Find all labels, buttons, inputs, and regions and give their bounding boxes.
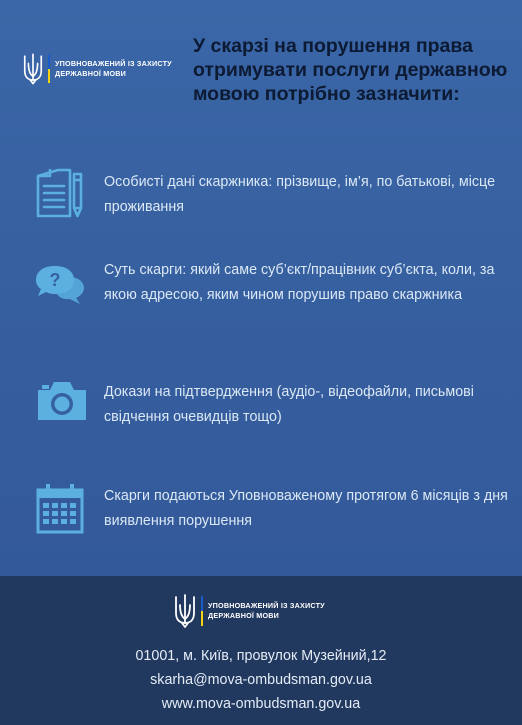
logo-line-2: ДЕРЖАВНОЇ МОВИ [55, 69, 126, 78]
logo-text [208, 601, 325, 621]
logo-line-1: УПОВНОВАЖЕНИЙ ІЗ ЗАХИСТУ [208, 601, 325, 610]
document-with-pen-icon [34, 166, 90, 222]
logo-line-2: ДЕРЖАВНОЇ МОВИ [208, 611, 279, 620]
logo-text [55, 59, 172, 79]
item-text: Докази на підтвердження (аудіо-, відеофайли, письмові свідчення очевидців тощо) [104, 384, 474, 425]
headline: У скарзі на порушення права отримувати послуги державною мовою потрібно зазначити: [193, 35, 508, 105]
header-logo [22, 52, 172, 86]
item-text: Суть скарги: який саме суб’єкт/працівник суб’єкта, коли, за якою адресою, яким чином порушив право скаржника [104, 262, 495, 303]
item-text: Скарги подаються Уповноваженому протягом 6 місяців з дня виявлення порушення [104, 488, 508, 529]
trident-icon [22, 52, 44, 86]
list-item [34, 374, 474, 430]
item-text: Особисті дані скаржника: прізвище, ім’я, по батькові, місце проживання [104, 174, 496, 215]
address: 01001, м. Київ, провулок Музейний,12 [135, 648, 387, 664]
website-link[interactable]: www.mova-ombudsman.gov.ua [161, 696, 361, 712]
logo-line-1: УПОВНОВАЖЕНИЙ ІЗ ЗАХИСТУ [55, 59, 172, 68]
email-link[interactable]: skarha@mova-ombudsman.gov.ua [150, 672, 372, 688]
list-item [34, 258, 495, 314]
list-item [34, 166, 496, 222]
calendar-icon [34, 480, 90, 536]
footer [0, 576, 522, 725]
contacts [0, 644, 522, 716]
list-item [34, 480, 508, 536]
flag-stripe [201, 596, 203, 626]
speech-bubbles-question-icon [34, 258, 90, 314]
footer-logo [173, 592, 325, 630]
svg-text:?: ? [49, 270, 61, 290]
trident-icon [173, 592, 197, 630]
camera-icon [34, 374, 90, 430]
flag-stripe [48, 55, 50, 83]
